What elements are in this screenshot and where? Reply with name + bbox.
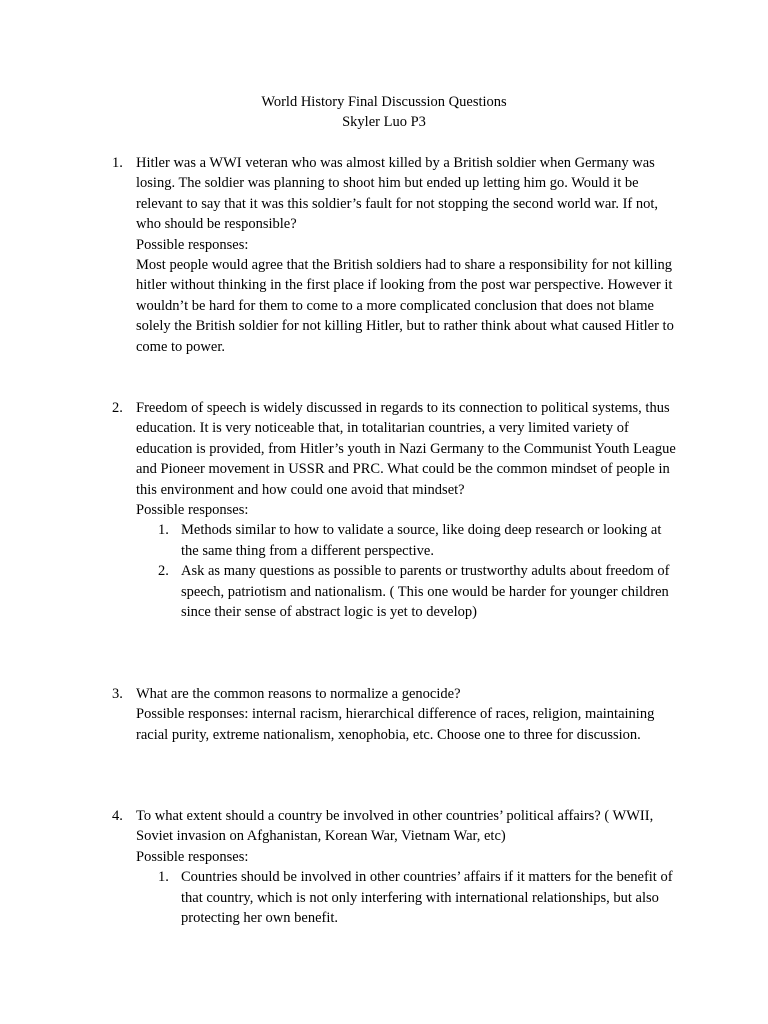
response-text: Possible responses: internal racism, hierarchical difference of races, religion, maintaining racial purity, extreme nationalism, xenophobia, etc. Choose one to three for discussion. (136, 706, 655, 743)
question-body (136, 398, 681, 622)
list-item-text: Ask as many questions as possible to parents or trustworthy adults about freedom of speech, patriotism and nationalism. ( This one would be harder for younger children since their sense of abstract logic is yet to develop) (181, 563, 670, 621)
question-text: To what extent should a country be involved in other countries’ political affairs? ( WWII, Soviet invasion on Afghanistan, Korean War, Vietnam War, etc) (136, 808, 654, 845)
response-list (136, 520, 681, 622)
list-item (136, 561, 681, 622)
list-item-text: Methods similar to how to validate a source, like doing deep research or looking at the same thing from a different perspective. (181, 522, 662, 559)
response-list (136, 867, 681, 928)
responses-label: Possible responses: (136, 236, 249, 253)
list-item-number: 1. (158, 522, 169, 539)
list-item-number: 2. (158, 563, 169, 580)
list-item-number: 1. (158, 869, 169, 886)
responses-label: Possible responses: (136, 848, 249, 865)
question-number: 3. (112, 686, 123, 702)
list-item (136, 867, 681, 928)
question-text: Hitler was a WWI veteran who was almost killed by a British soldier when Germany was losing. The soldier was planning to shoot him but ended up letting him go. Would it be relevant to say that it was this soldier’s fault for not stopping the second world war. If not, who should be responsible? (136, 155, 659, 233)
list-item-text: Countries should be involved in other countries’ affairs if it matters for the benefit of that country, which is not only interfering with international relationships, but also protecting her own benefit. (181, 869, 673, 927)
document-header (0, 92, 768, 133)
document-title: World History Final Discussion Questions (261, 94, 507, 110)
question-text: What are the common reasons to normalize a genocide? (136, 686, 461, 702)
responses-label: Possible responses: (136, 502, 249, 519)
document-author: Skyler Luo P3 (342, 114, 426, 131)
response-text: Most people would agree that the British soldiers had to share a responsibility for not killing hitler without thinking in the first place if looking from the post war perspective. However it wouldn’t be hard for them to come to a more complicated conclusion that does not blame solely the British soldier for not killing Hitler, but to rather think about what caused Hitler to come to power. (136, 257, 674, 355)
question-body (136, 153, 681, 357)
question-number: 4. (112, 808, 123, 824)
question-number: 1. (112, 155, 123, 171)
question-body (136, 806, 681, 928)
question-number: 2. (112, 400, 123, 416)
list-item (136, 520, 681, 561)
question-text: Freedom of speech is widely discussed in regards to its connection to political systems, thus education. It is very noticeable that, in totalitarian countries, a very limited variety of education is provided, from Hitler’s youth in Nazi Germany to the Communist Youth League and Pioneer movement in USSR and PRC. What could be the common mindset of people in this environment and how could one avoid that mindset? (136, 400, 676, 498)
question-body (136, 684, 681, 745)
